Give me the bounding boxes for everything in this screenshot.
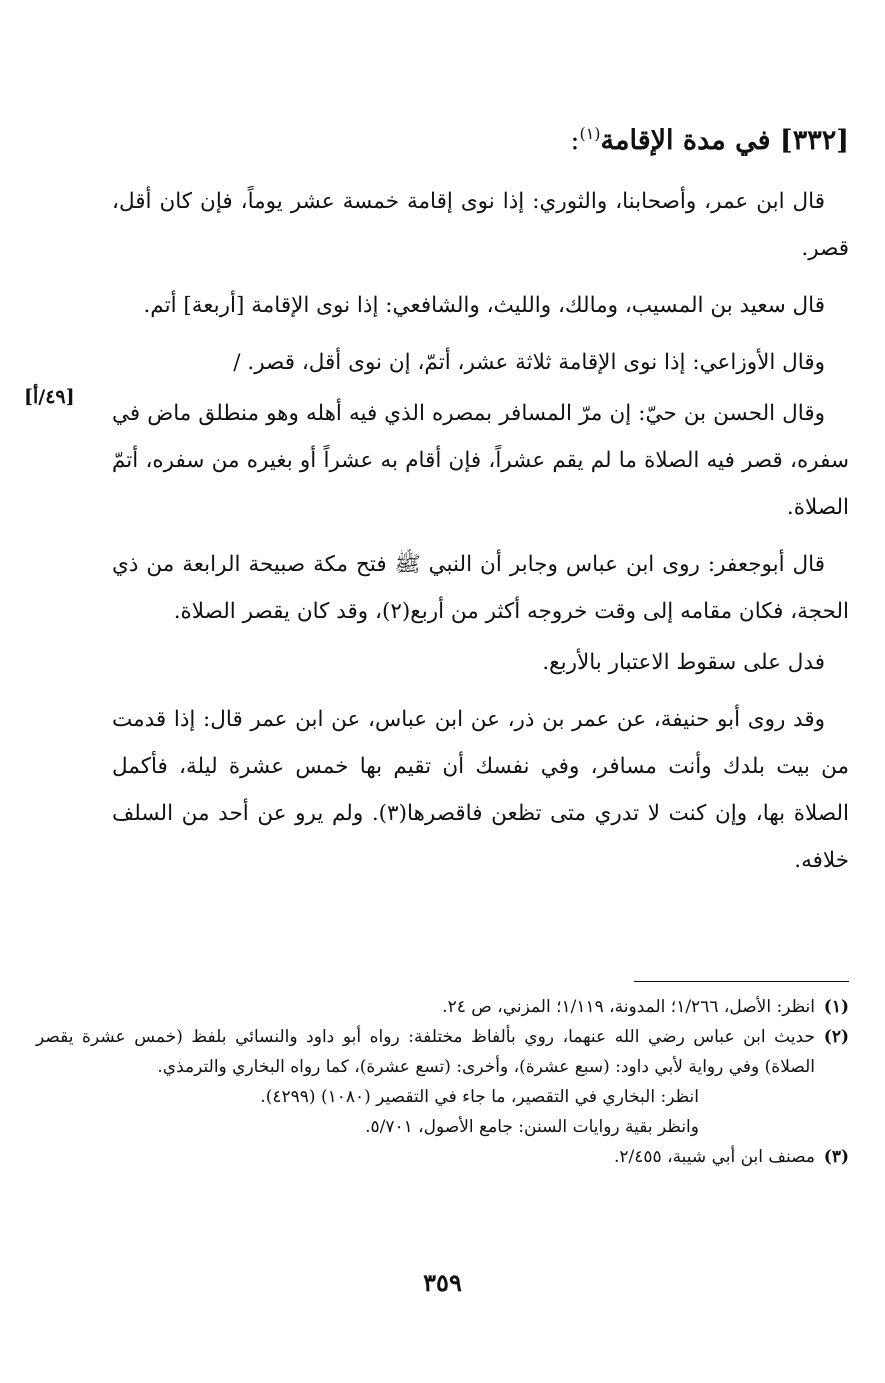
section-heading [29, 112, 849, 163]
manuscript-folio-ref: [٤٩/أ] [24, 386, 75, 408]
heading-colon: : [570, 125, 580, 156]
footnote-text: حديث ابن عباس رضي الله عنهما، روي بألفاظ مختلفة: رواه أبو داود والنسائي بلفظ (خمس عشرة يقصر الصلاة) وفي رواية لأبي داود: (سبع عشرة)، وأخرى: (تسع عشرة)، كما رواه البخاري والترمذي. [36, 1027, 815, 1077]
heading-footnote-ref: (١) [579, 124, 601, 143]
footnote [36, 1142, 849, 1172]
paragraph: وقد روى أبو حنيفة، عن عمر بن ذر، عن ابن عباس، عن ابن عمر قال: إذا قدمت من بيت بلدك وأنت مسافر، وفي نفسك أن تقيم بها خمس عشرة ليلة، فأكمل الصلاة بها، وإن كنت لا تدري متى تظعن فاقصرها(٣). ولم يرو عن أحد من السلف خلافه. [112, 707, 850, 873]
footnote-mark: (١) [823, 997, 849, 1017]
page-number: ٣٥٩ [423, 1268, 462, 1297]
footnote-text: انظر: الأصل، ١/٢٦٦؛ المدونة، ١/١١٩؛ المزني، ص ٢٤. [442, 997, 815, 1017]
paragraph: قال ابن عمر، وأصحابنا، والثوري: إذا نوى إقامة خمسة عشر يوماً، فإن كان أقل، قصر. [112, 189, 849, 261]
footnote [36, 1022, 849, 1082]
footnotes [36, 992, 849, 1172]
paragraph: قال أبوجعفر: روى ابن عباس وجابر أن النبي ﷺ فتح مكة صبيحة الرابعة من ذي الحجة، فكان مقامه إلى وقت خروجه أكثر من أربع(٢)، وقد كان يقصر الصلاة. [112, 552, 849, 624]
paragraph: وقال الحسن بن حيّ: إن مرّ المسافر بمصره الذي فيه أهله وهو منطلق ماض في سفره، قصر فيه الصلاة ما لم يقم عشراً، فإن أقام به عشراً أو بغيره من سفره، أتمّ الصلاة. [112, 401, 849, 520]
footnote-continuation: وانظر بقية روايات السنن: جامع الأصول، ٥/٧٠١. [365, 1117, 699, 1137]
main-text [112, 178, 849, 894]
footnote-mark: (٣) [823, 1147, 849, 1167]
footnote-mark: (٢) [823, 1027, 849, 1047]
section-title: في مدة الإقامة [600, 125, 771, 156]
footnote [36, 992, 849, 1022]
paragraph: وقال الأوزاعي: إذا نوى الإقامة ثلاثة عشر، أتمّ، إن نوى أقل، قصر. / [233, 350, 825, 375]
footnote-separator [634, 981, 849, 982]
section-number: [٣٣٢] [779, 125, 849, 156]
paragraph: قال سعيد بن المسيب، ومالك، والليث، والشافعي: إذا نوى الإقامة [أربعة] أتم. [143, 293, 825, 318]
paragraph: فدل على سقوط الاعتبار بالأربع. [542, 650, 825, 675]
footnote-continuation: انظر: البخاري في التقصير، ما جاء في التقصير (١٠٨٠) (٤٢٩٩). [260, 1087, 699, 1107]
footnote-text: مصنف ابن أبي شيبة، ٢/٤٥٥. [614, 1147, 815, 1167]
